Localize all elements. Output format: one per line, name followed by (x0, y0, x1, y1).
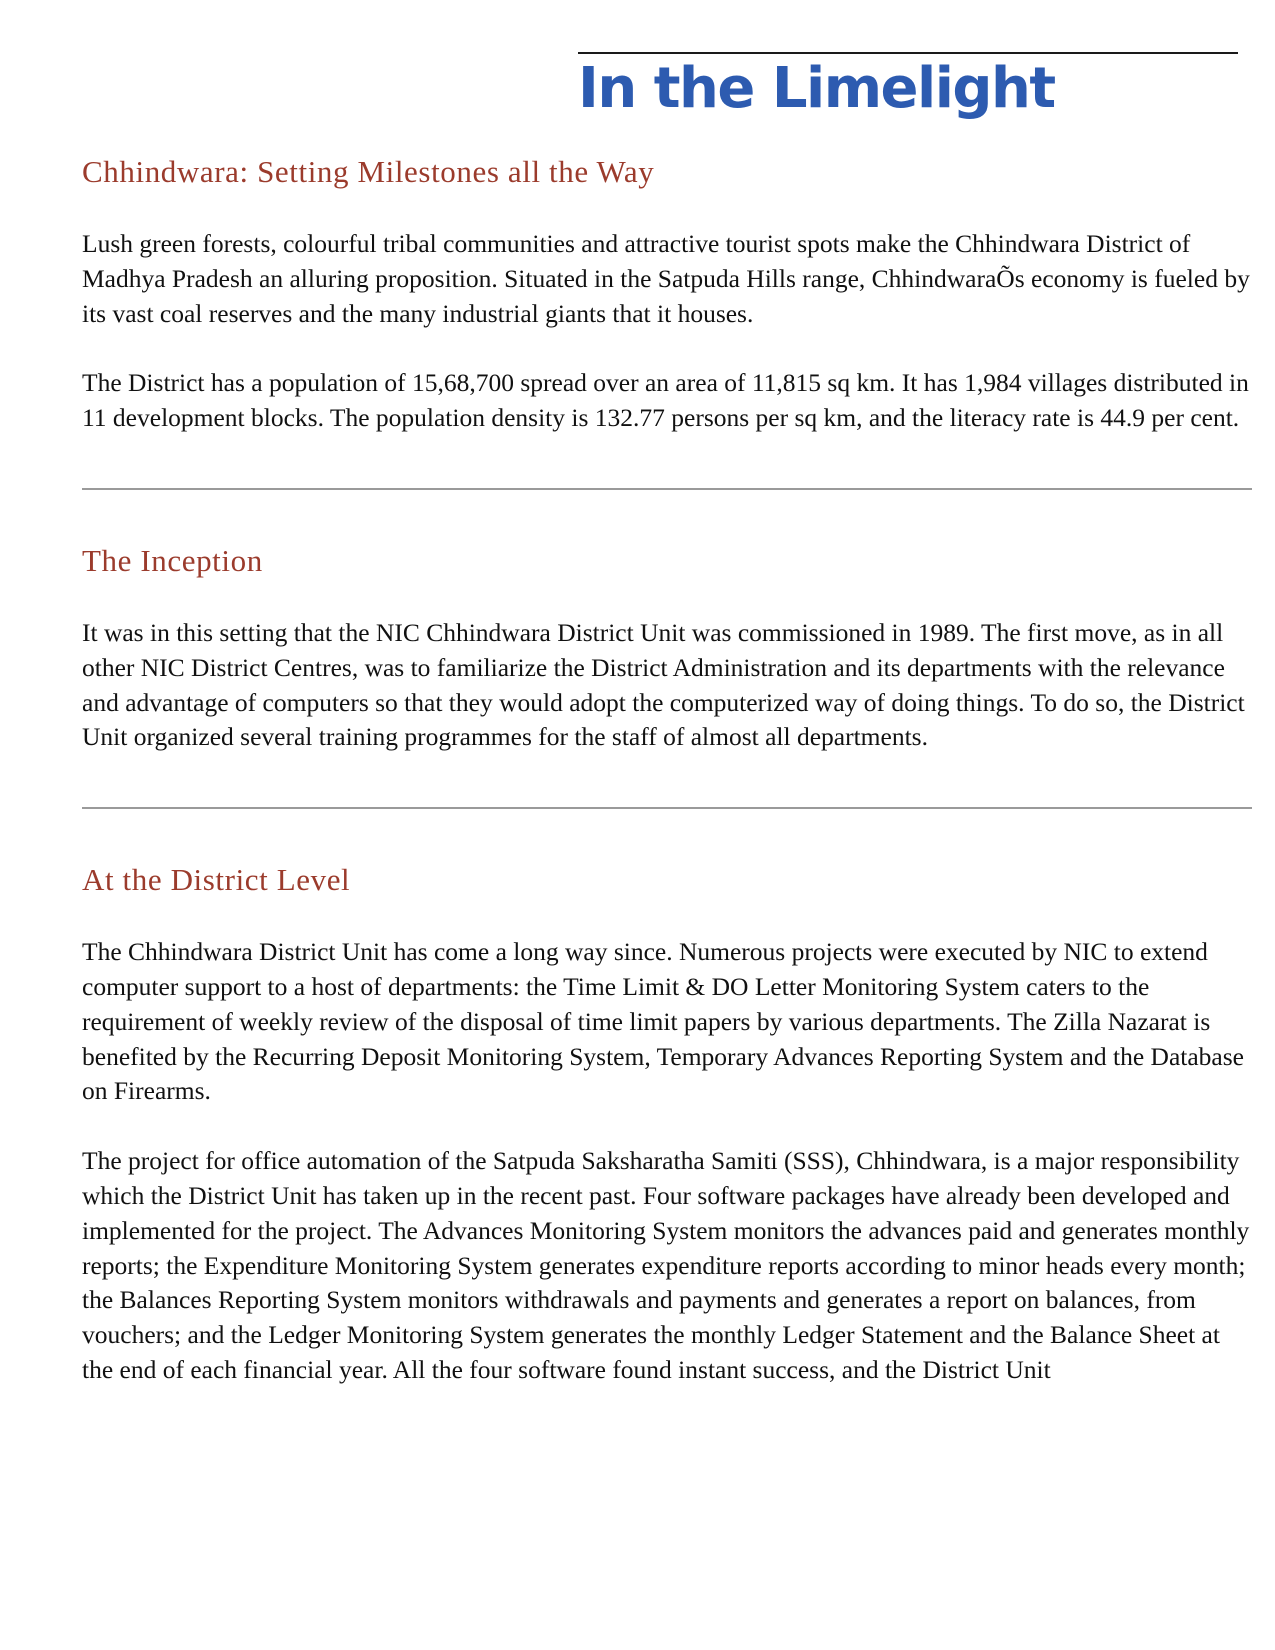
section-heading-inception: The Inception (82, 542, 263, 578)
section-heading-milestones: Chhindwara: Setting Milestones all the Way (82, 154, 655, 189)
paragraph-intro: Lush green forests, colourful tribal communities and attractive tourist spots make the Chhindwara District of Madhya Pradesh an alluring proposition. Situated in the Satpuda Hills range, ChhindwaraÕs economy is fueled by its vast coal reserves and the many industrial giants that it houses. (82, 229, 1250, 328)
paragraph-district-projects: The Chhindwara District Unit has come a long way since. Numerous projects were executed by NIC to extend computer support to a host of departments: the Time Limit & DO Letter Monitoring System caters to the requirement of weekly review of the disposal of time limit papers by various departments. The Zilla Nazarat is benefited by the Recurring Deposit Monitoring System, Temporary Advances Reporting System and the Database on Firearms. (82, 937, 1244, 1106)
paragraph-sss-project: The project for office automation of the Satpuda Saksharatha Samiti (SSS), Chhindwara, is a major responsibility which the District Unit has taken up in the recent past. Four software packages have already been developed and implemented for the project. The Advances Monitoring System monitors the advances paid and generates monthly reports; the Expenditure Monitoring System generates expenditure reports according to minor heads every month; the Balances Reporting System monitors withdrawals and payments and generates a report on balances, from vouchers; and the Ledger Monitoring System generates the monthly Ledger Statement and the Balance Sheet at the end of each financial year. All the four software found instant success, and the District Unit (82, 1146, 1250, 1384)
paragraph-inception: It was in this setting that the NIC Chhindwara District Unit was commissioned in 1989. The first move, as in all other NIC District Centres, was to familiarize the District Administration and its departments with the relevance and advantage of computers so that they would adopt the computerized way of doing things. To do so, the District Unit organized several training programmes for the staff of almost all departments. (82, 617, 1245, 752)
section-divider (82, 807, 1252, 809)
masthead (578, 52, 1238, 122)
section-divider (82, 488, 1252, 490)
masthead-rule (578, 52, 1238, 54)
article-body (82, 150, 1252, 1388)
section-heading-district-level: At the District Level (82, 862, 351, 898)
masthead-title: In the Limelight (578, 56, 1055, 121)
paragraph-population: The District has a population of 15,68,700 spread over an area of 11,815 sq km. It has 1,984 villages distributed in 11 development blocks. The population density is 132.77 persons per sq km, and the literacy rate is 44.9 per cent. (82, 368, 1249, 433)
